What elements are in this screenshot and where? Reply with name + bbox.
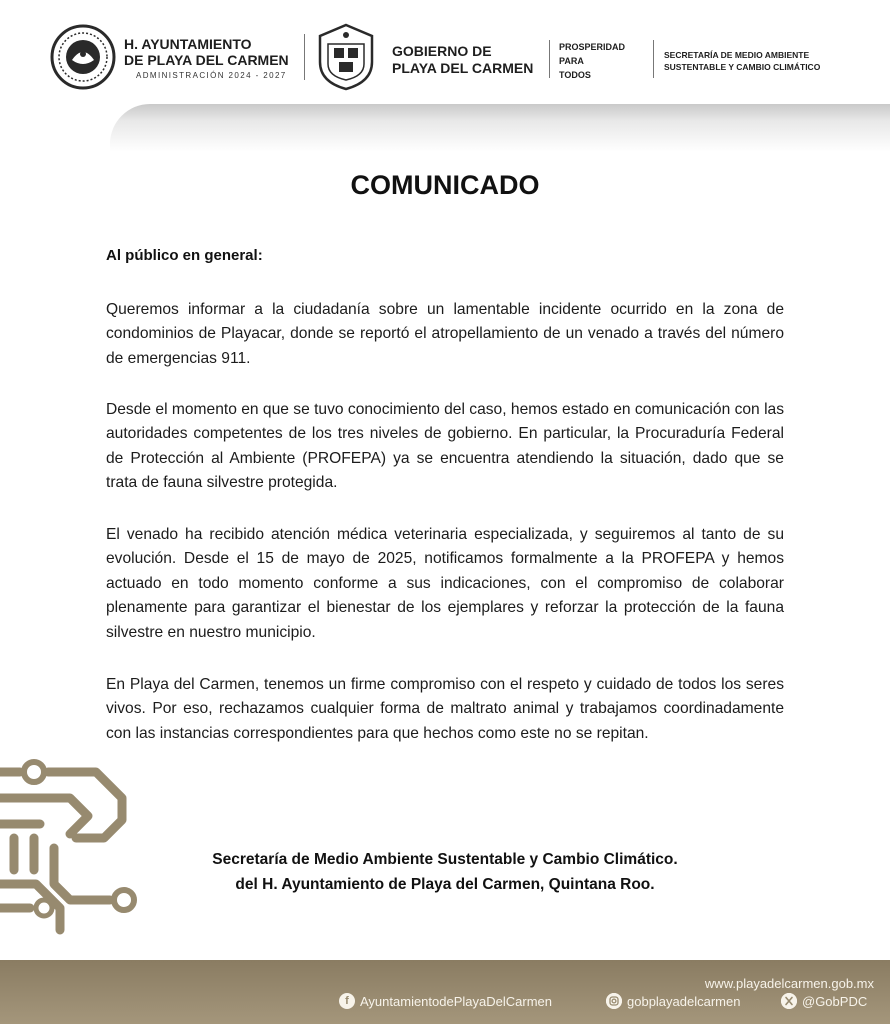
x-icon	[781, 993, 797, 1009]
signature-line: Secretaría de Medio Ambiente Sustentable y Cambio Climático.	[212, 851, 678, 868]
government-seal-icon	[312, 22, 380, 92]
paragraph: En Playa del Carmen, tenemos un firme compromiso con el respeto y cuidado de todos los seres vivos. Por eso, rechazamos cualquier forma de maltrato animal y trabajamos coordinadamente con las instancias correspondientes para que hechos como este no se repitan.	[106, 676, 784, 742]
department-name: SECRETARÍA DE MEDIO AMBIENTE SUSTENTABLE Y CAMBIO CLIMÁTICO	[664, 50, 821, 72]
instagram-link[interactable]	[606, 993, 740, 1009]
header	[0, 0, 890, 108]
instagram-handle: gobplayadelcarmen	[627, 993, 741, 1009]
x-handle: @GobPDC	[802, 993, 868, 1009]
salutation: Al público en general:	[106, 247, 263, 264]
municipal-seal-icon	[50, 24, 116, 90]
signature-line: del H. Ayuntamiento de Playa del Carmen, Quintana Roo.	[235, 876, 655, 893]
slogan: PROSPERIDAD PARA TODOS	[559, 42, 626, 80]
header-divider	[304, 34, 305, 80]
facebook-handle: AyuntamientodePlayaDelCarmen	[360, 993, 552, 1009]
signature-block	[0, 847, 890, 897]
document-title: COMUNICADO	[350, 170, 540, 200]
paragraph: El venado ha recibido atención médica veterinaria especializada, y seguiremos al tanto de su evolución. Desde el 15 de mayo de 2025, notificamos formalmente a la PROFEPA y hemos actuado en todo momento conforme a sus indicaciones, con el compromiso de colaborar plenamente para garantizar el bienestar de los ejemplares y reforzar la protección de la fauna silvestre en nuestro municipio.	[106, 526, 784, 641]
paragraph: Desde el momento en que se tuvo conocimiento del caso, hemos estado en comunicación con las autoridades competentes de los tres niveles de gobierno. En particular, la Procuraduría Federal de Protección al Ambiente (PROFEPA) ya se encuentra atendiendo la situación, dado que se trata de fauna silvestre protegida.	[106, 401, 784, 492]
government-name: GOBIERNO DE PLAYA DEL CARMEN	[392, 43, 534, 76]
municipality-name: H. AYUNTAMIENTO DE PLAYA DEL CARMEN	[124, 36, 289, 68]
header-divider	[653, 40, 654, 78]
paragraph: Queremos informar a la ciudadanía sobre un lamentable incidente ocurrido en la zona de condominios de Playacar, donde se reportó el atropellamiento de un venado a través del número de emergencias 911.	[106, 301, 784, 367]
administration-period: ADMINISTRACIÓN 2024 - 2027	[136, 71, 287, 80]
instagram-icon	[606, 993, 622, 1009]
header-divider	[549, 40, 550, 78]
facebook-link[interactable]	[339, 993, 552, 1009]
website-link[interactable]: www.playadelcarmen.gob.mx	[704, 976, 874, 991]
x-link[interactable]	[781, 993, 867, 1009]
facebook-icon: f	[339, 993, 355, 1009]
footer	[0, 960, 890, 1024]
header-shadow	[110, 104, 890, 152]
